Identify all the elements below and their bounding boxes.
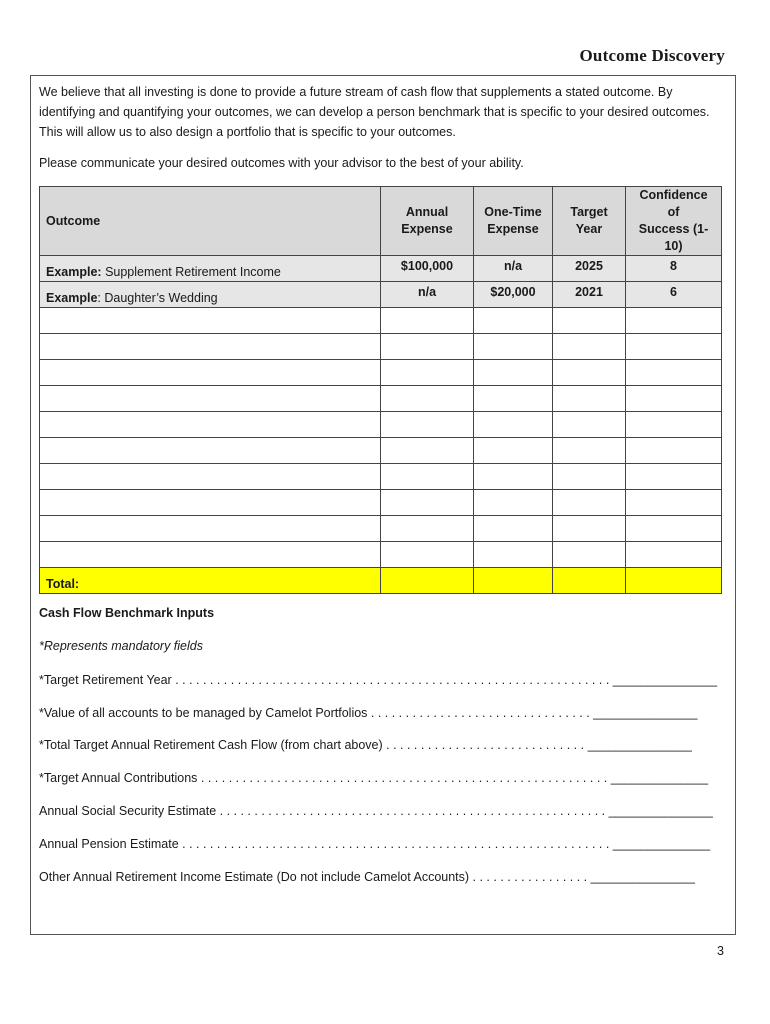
confidence-input[interactable] <box>626 334 722 360</box>
outcome-input[interactable] <box>40 516 381 542</box>
header-onetime-expense <box>474 187 553 256</box>
example-row <box>40 282 722 308</box>
example-outcome: : Daughter’s Wedding <box>97 291 218 305</box>
annual-input[interactable] <box>381 386 474 412</box>
year-input[interactable] <box>553 360 626 386</box>
header-text: Expense <box>487 222 539 236</box>
year-input[interactable] <box>553 464 626 490</box>
example-confidence: 6 <box>626 282 722 308</box>
year-input[interactable] <box>553 516 626 542</box>
table-row <box>40 308 722 334</box>
onetime-input[interactable] <box>474 490 553 516</box>
example-outcome-cell <box>40 282 381 308</box>
confidence-input[interactable] <box>626 308 722 334</box>
example-year: 2025 <box>553 256 626 282</box>
header-target-year <box>553 187 626 256</box>
field-target-contributions[interactable]: *Target Annual Contributions . . . . . . . . . . . . . . . . . . . . . . . . . . . . . . . . . . . . . . . . . . . . . . . . . . . . . . . . . . . ______________ <box>39 771 709 785</box>
onetime-input[interactable] <box>474 464 553 490</box>
total-confidence-input[interactable] <box>626 568 722 594</box>
example-outcome: Supplement Retirement Income <box>101 265 281 279</box>
section-title-benchmark: Cash Flow Benchmark Inputs <box>39 606 215 620</box>
page-number: 3 <box>717 944 724 958</box>
total-annual-input[interactable] <box>381 568 474 594</box>
year-input[interactable] <box>553 412 626 438</box>
example-outcome-cell <box>40 256 381 282</box>
example-year: 2021 <box>553 282 626 308</box>
onetime-input[interactable] <box>474 516 553 542</box>
example-annual: n/a <box>381 282 474 308</box>
year-input[interactable] <box>553 386 626 412</box>
table-row <box>40 334 722 360</box>
mandatory-note: *Represents mandatory fields <box>39 639 203 653</box>
onetime-input[interactable] <box>474 360 553 386</box>
onetime-input[interactable] <box>474 386 553 412</box>
example-label: Example: <box>46 265 102 279</box>
confidence-input[interactable] <box>626 516 722 542</box>
onetime-input[interactable] <box>474 542 553 568</box>
header-confidence <box>626 187 722 256</box>
onetime-input[interactable] <box>474 438 553 464</box>
header-text: One-Time <box>484 205 542 219</box>
header-outcome: Outcome <box>40 187 381 256</box>
header-text: Confidence of <box>639 188 708 219</box>
outcome-input[interactable] <box>40 360 381 386</box>
header-text: Expense <box>401 222 453 236</box>
year-input[interactable] <box>553 308 626 334</box>
table-row <box>40 464 722 490</box>
annual-input[interactable] <box>381 438 474 464</box>
onetime-input[interactable] <box>474 308 553 334</box>
confidence-input[interactable] <box>626 438 722 464</box>
outcome-input[interactable] <box>40 334 381 360</box>
confidence-input[interactable] <box>626 412 722 438</box>
instruction-text: Please communicate your desired outcomes with your advisor to the best of your ability. <box>39 156 524 170</box>
table-header-row <box>40 187 722 256</box>
example-onetime: $20,000 <box>474 282 553 308</box>
annual-input[interactable] <box>381 542 474 568</box>
field-social-security[interactable]: Annual Social Security Estimate . . . . . . . . . . . . . . . . . . . . . . . . . . . . . . . . . . . . . . . . . . . . . . . . . . . . . . . . _______________ <box>39 804 713 818</box>
outcome-input[interactable] <box>40 308 381 334</box>
outcome-input[interactable] <box>40 490 381 516</box>
table-row <box>40 516 722 542</box>
year-input[interactable] <box>553 490 626 516</box>
annual-input[interactable] <box>381 464 474 490</box>
table-row <box>40 412 722 438</box>
confidence-input[interactable] <box>626 542 722 568</box>
onetime-input[interactable] <box>474 334 553 360</box>
total-row <box>40 568 722 594</box>
header-text: Target <box>570 205 608 219</box>
header-annual-expense <box>381 187 474 256</box>
annual-input[interactable] <box>381 516 474 542</box>
example-row <box>40 256 722 282</box>
intro-line: We believe that all investing is done to provide a future stream of cash flow that supplements a stated outcome. By <box>39 85 673 99</box>
header-text: Year <box>575 222 603 236</box>
table-row <box>40 360 722 386</box>
outcome-input[interactable] <box>40 542 381 568</box>
header-text: Success (1-10) <box>638 222 709 253</box>
annual-input[interactable] <box>381 308 474 334</box>
table-row <box>40 386 722 412</box>
field-accounts-value[interactable]: *Value of all accounts to be managed by Camelot Portfolios . . . . . . . . . . . . . . . . . . . . . . . . . . . . . . . . _______________ <box>39 706 698 720</box>
outcome-input[interactable] <box>40 412 381 438</box>
outcome-input[interactable] <box>40 386 381 412</box>
total-label: Total: <box>40 568 381 594</box>
confidence-input[interactable] <box>626 490 722 516</box>
field-target-cash-flow[interactable]: *Total Target Annual Retirement Cash Flow (from chart above) . . . . . . . . . . . . . . . . . . . . . . . . . . . . . _______________ <box>39 738 692 752</box>
outcome-input[interactable] <box>40 464 381 490</box>
confidence-input[interactable] <box>626 360 722 386</box>
onetime-input[interactable] <box>474 412 553 438</box>
year-input[interactable] <box>553 334 626 360</box>
page-title: Outcome Discovery <box>579 46 725 65</box>
total-year-input[interactable] <box>553 568 626 594</box>
annual-input[interactable] <box>381 360 474 386</box>
outcome-input[interactable] <box>40 438 381 464</box>
field-pension[interactable]: Annual Pension Estimate . . . . . . . . . . . . . . . . . . . . . . . . . . . . . . . . . . . . . . . . . . . . . . . . . . . . . . . . . . . . . . ______________ <box>39 837 711 851</box>
annual-input[interactable] <box>381 490 474 516</box>
annual-input[interactable] <box>381 334 474 360</box>
outcomes-table <box>39 186 722 594</box>
intro-line: identifying and quantifying your outcomes, we can develop a person benchmark that is specific to your desired outcomes. <box>39 105 710 119</box>
table-row <box>40 490 722 516</box>
confidence-input[interactable] <box>626 386 722 412</box>
table-row <box>40 438 722 464</box>
field-target-retirement-year[interactable]: *Target Retirement Year . . . . . . . . . . . . . . . . . . . . . . . . . . . . . . . . . . . . . . . . . . . . . . . . . . . . . . . . . . . . . . . _______________ <box>39 673 718 687</box>
year-input[interactable] <box>553 542 626 568</box>
example-confidence: 8 <box>626 256 722 282</box>
table-row <box>40 542 722 568</box>
year-input[interactable] <box>553 438 626 464</box>
field-other-income[interactable]: Other Annual Retirement Income Estimate (Do not include Camelot Accounts) . . . . . . . . . . . . . . . . . _______________ <box>39 870 695 884</box>
example-annual: $100,000 <box>381 256 474 282</box>
annual-input[interactable] <box>381 412 474 438</box>
total-onetime-input[interactable] <box>474 568 553 594</box>
header-text: Annual <box>405 205 449 219</box>
example-label: Example <box>46 291 98 305</box>
intro-paragraph <box>39 82 729 142</box>
example-onetime: n/a <box>474 256 553 282</box>
intro-line: This will allow us to also design a portfolio that is specific to your outcomes. <box>39 125 456 139</box>
confidence-input[interactable] <box>626 464 722 490</box>
